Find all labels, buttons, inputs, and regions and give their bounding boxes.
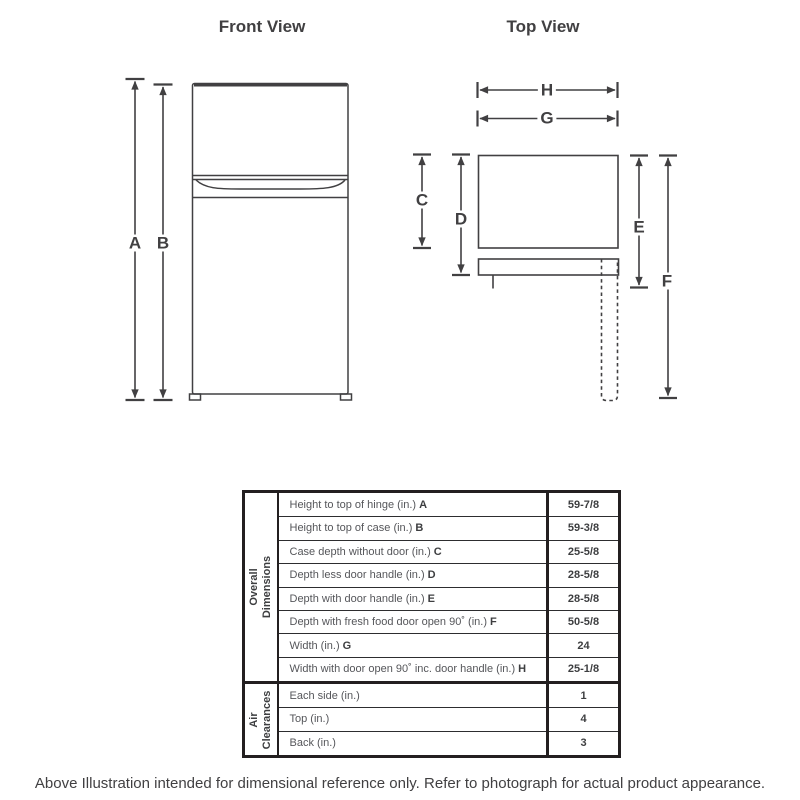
dim-label-c: C — [413, 192, 431, 209]
group-label-line: Clearances — [260, 690, 273, 749]
row-label: Depth with fresh food door open 90˚ (in.) F — [278, 610, 548, 633]
row-value: 59-3/8 — [548, 517, 620, 540]
dim-label-e: E — [630, 219, 647, 236]
row-value: 28-5/8 — [548, 587, 620, 610]
dim-label-b: B — [154, 235, 172, 252]
dim-label-d: D — [452, 211, 470, 228]
group-label-overall-dimensions — [244, 492, 278, 683]
table-row — [244, 540, 620, 563]
top-view-dimensions — [413, 82, 677, 398]
row-value: 4 — [548, 708, 620, 731]
dim-label-a: A — [126, 235, 144, 252]
row-value: 1 — [548, 683, 620, 708]
row-value: 3 — [548, 731, 620, 756]
front-view-drawing — [190, 84, 352, 401]
row-value: 25-5/8 — [548, 540, 620, 563]
group-label-line: Overall — [247, 568, 260, 606]
row-label: Height to top of case (in.) B — [278, 517, 548, 540]
group-label-line: Dimensions — [260, 555, 273, 619]
row-value: 50-5/8 — [548, 610, 620, 633]
group-label-line: Air — [247, 711, 260, 728]
row-label: Depth less door handle (in.) D — [278, 564, 548, 587]
row-label: Height to top of hinge (in.) A — [278, 492, 548, 517]
table-row — [244, 564, 620, 587]
front-view-title: Front View — [218, 17, 306, 36]
fridge-foot-left — [190, 394, 201, 400]
door-handle-curve — [196, 180, 345, 189]
case-outline — [479, 156, 619, 249]
row-label: Width with door open 90˚ inc. door handle (in.) H — [278, 657, 548, 682]
table-row — [244, 657, 620, 682]
footer-disclaimer: Above Illustration intended for dimensional reference only. Refer to photograph for actual product appearance. — [34, 775, 766, 792]
fridge-foot-right — [341, 394, 352, 400]
group-label-air-clearances — [244, 683, 278, 757]
table-row — [244, 517, 620, 540]
dim-label-f: F — [659, 273, 675, 290]
fridge-outline — [193, 84, 349, 395]
row-label: Each side (in.) — [278, 683, 548, 708]
table-row — [244, 492, 620, 517]
table-row — [244, 683, 620, 708]
table-row — [244, 731, 620, 756]
table-row — [244, 634, 620, 657]
table-row — [244, 708, 620, 731]
row-value: 28-5/8 — [548, 564, 620, 587]
door-outline — [479, 259, 619, 275]
row-label: Back (in.) — [278, 731, 548, 756]
row-value: 59-7/8 — [548, 492, 620, 517]
top-view-drawing — [479, 156, 619, 401]
table-row — [244, 587, 620, 610]
row-value: 24 — [548, 634, 620, 657]
row-value: 25-1/8 — [548, 657, 620, 682]
row-label: Top (in.) — [278, 708, 548, 731]
row-label: Width (in.) G — [278, 634, 548, 657]
dim-label-h: H — [538, 82, 556, 99]
row-label: Case depth without door (in.) C — [278, 540, 548, 563]
top-view-title: Top View — [506, 17, 580, 36]
dim-label-g: G — [537, 110, 556, 127]
row-label: Depth with door handle (in.) E — [278, 587, 548, 610]
dimensions-table — [242, 490, 621, 758]
table-row — [244, 610, 620, 633]
door-open-dashed-outline — [602, 259, 618, 401]
